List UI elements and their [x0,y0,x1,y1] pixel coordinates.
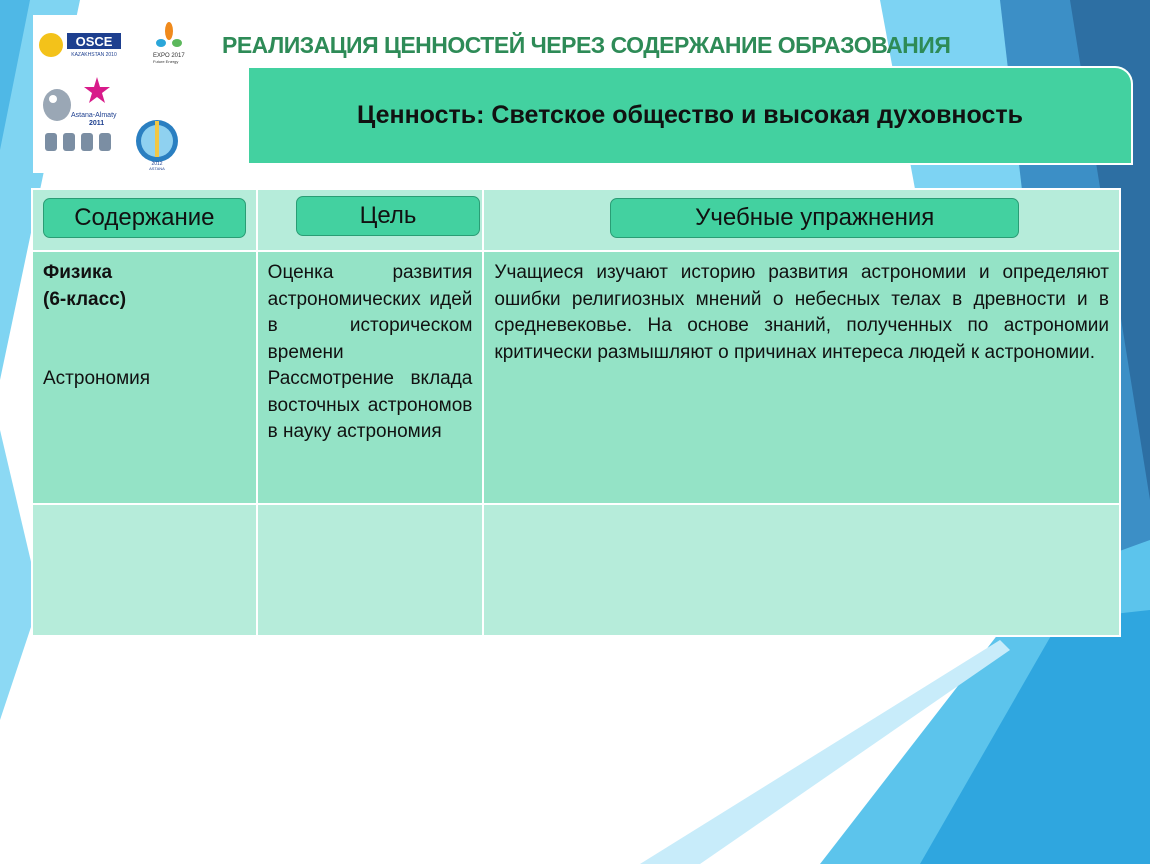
mascot-small-icon-2 [63,133,75,151]
subject-grade: (6-класс) [43,288,127,310]
subject-topic: Астрономия [43,368,151,389]
baiterek-tower-icon [155,121,159,157]
table-header-row [32,189,1120,251]
expo-leaf-icon [156,39,166,47]
header-cell-goal [257,189,484,251]
mascot-small-icon-1 [45,133,57,151]
table-row-empty [32,504,1120,636]
astana-label: 2012 [151,161,163,167]
subject-name: Физика [43,262,113,283]
logos-panel [33,15,193,173]
empty-cell-2 [257,504,484,636]
value-banner [247,66,1133,165]
expo-flame-icon [165,22,173,40]
expo-label: EXPO 2017 [153,53,185,59]
goal-cell: Оценка развития астрономических идей в историческом времени Рассмотрение вклада восточных астрономов в науку астрономия [257,251,484,504]
header-cell-content [32,189,257,251]
content-table [31,188,1121,637]
sun-icon [39,33,63,57]
header-goal-label: Цель [296,196,481,236]
subject-cell [32,251,257,504]
page-title: РЕАЛИЗАЦИЯ ЦЕННОСТЕЙ ЧЕРЕЗ СОДЕРЖАНИЕ ОБРАЗОВАНИЯ [222,32,951,58]
header-cell-exercises [483,189,1120,251]
mascot-small-icon-3 [81,133,93,151]
star-icon [84,77,110,103]
header-content-label: Содержание [43,198,246,238]
asian-games-label: Astana-Almaty [71,112,117,119]
asian-games-year: 2011 [89,120,105,127]
mascot-eye-icon [49,95,57,103]
mascot-small-icon-4 [99,133,111,151]
empty-cell-1 [32,504,257,636]
expo-sub: Future Energy [153,59,179,64]
logos-graphic [33,15,193,173]
table-row [32,251,1120,504]
expo-leaf-icon-2 [172,39,182,47]
mascot-icon [43,89,71,121]
astana-sub: ASTANA [149,166,165,171]
osce-sub: KAZAKHSTAN 2010 [71,52,117,58]
exercise-cell: Учащиеся изучают историю развития астрономии и определяют ошибки религиозных мнений о небесных телах в древности и в средневековье. На основе знаний, полученных по астрономии критически размышляют о причинах интереса людей к астрономии. [483,251,1120,504]
header-exercises-label: Учебные упражнения [610,198,1019,238]
osce-label: OSCE [75,34,113,49]
empty-cell-3 [483,504,1120,636]
value-banner-text: Ценность: Светское общество и высокая духовность [357,101,1023,129]
